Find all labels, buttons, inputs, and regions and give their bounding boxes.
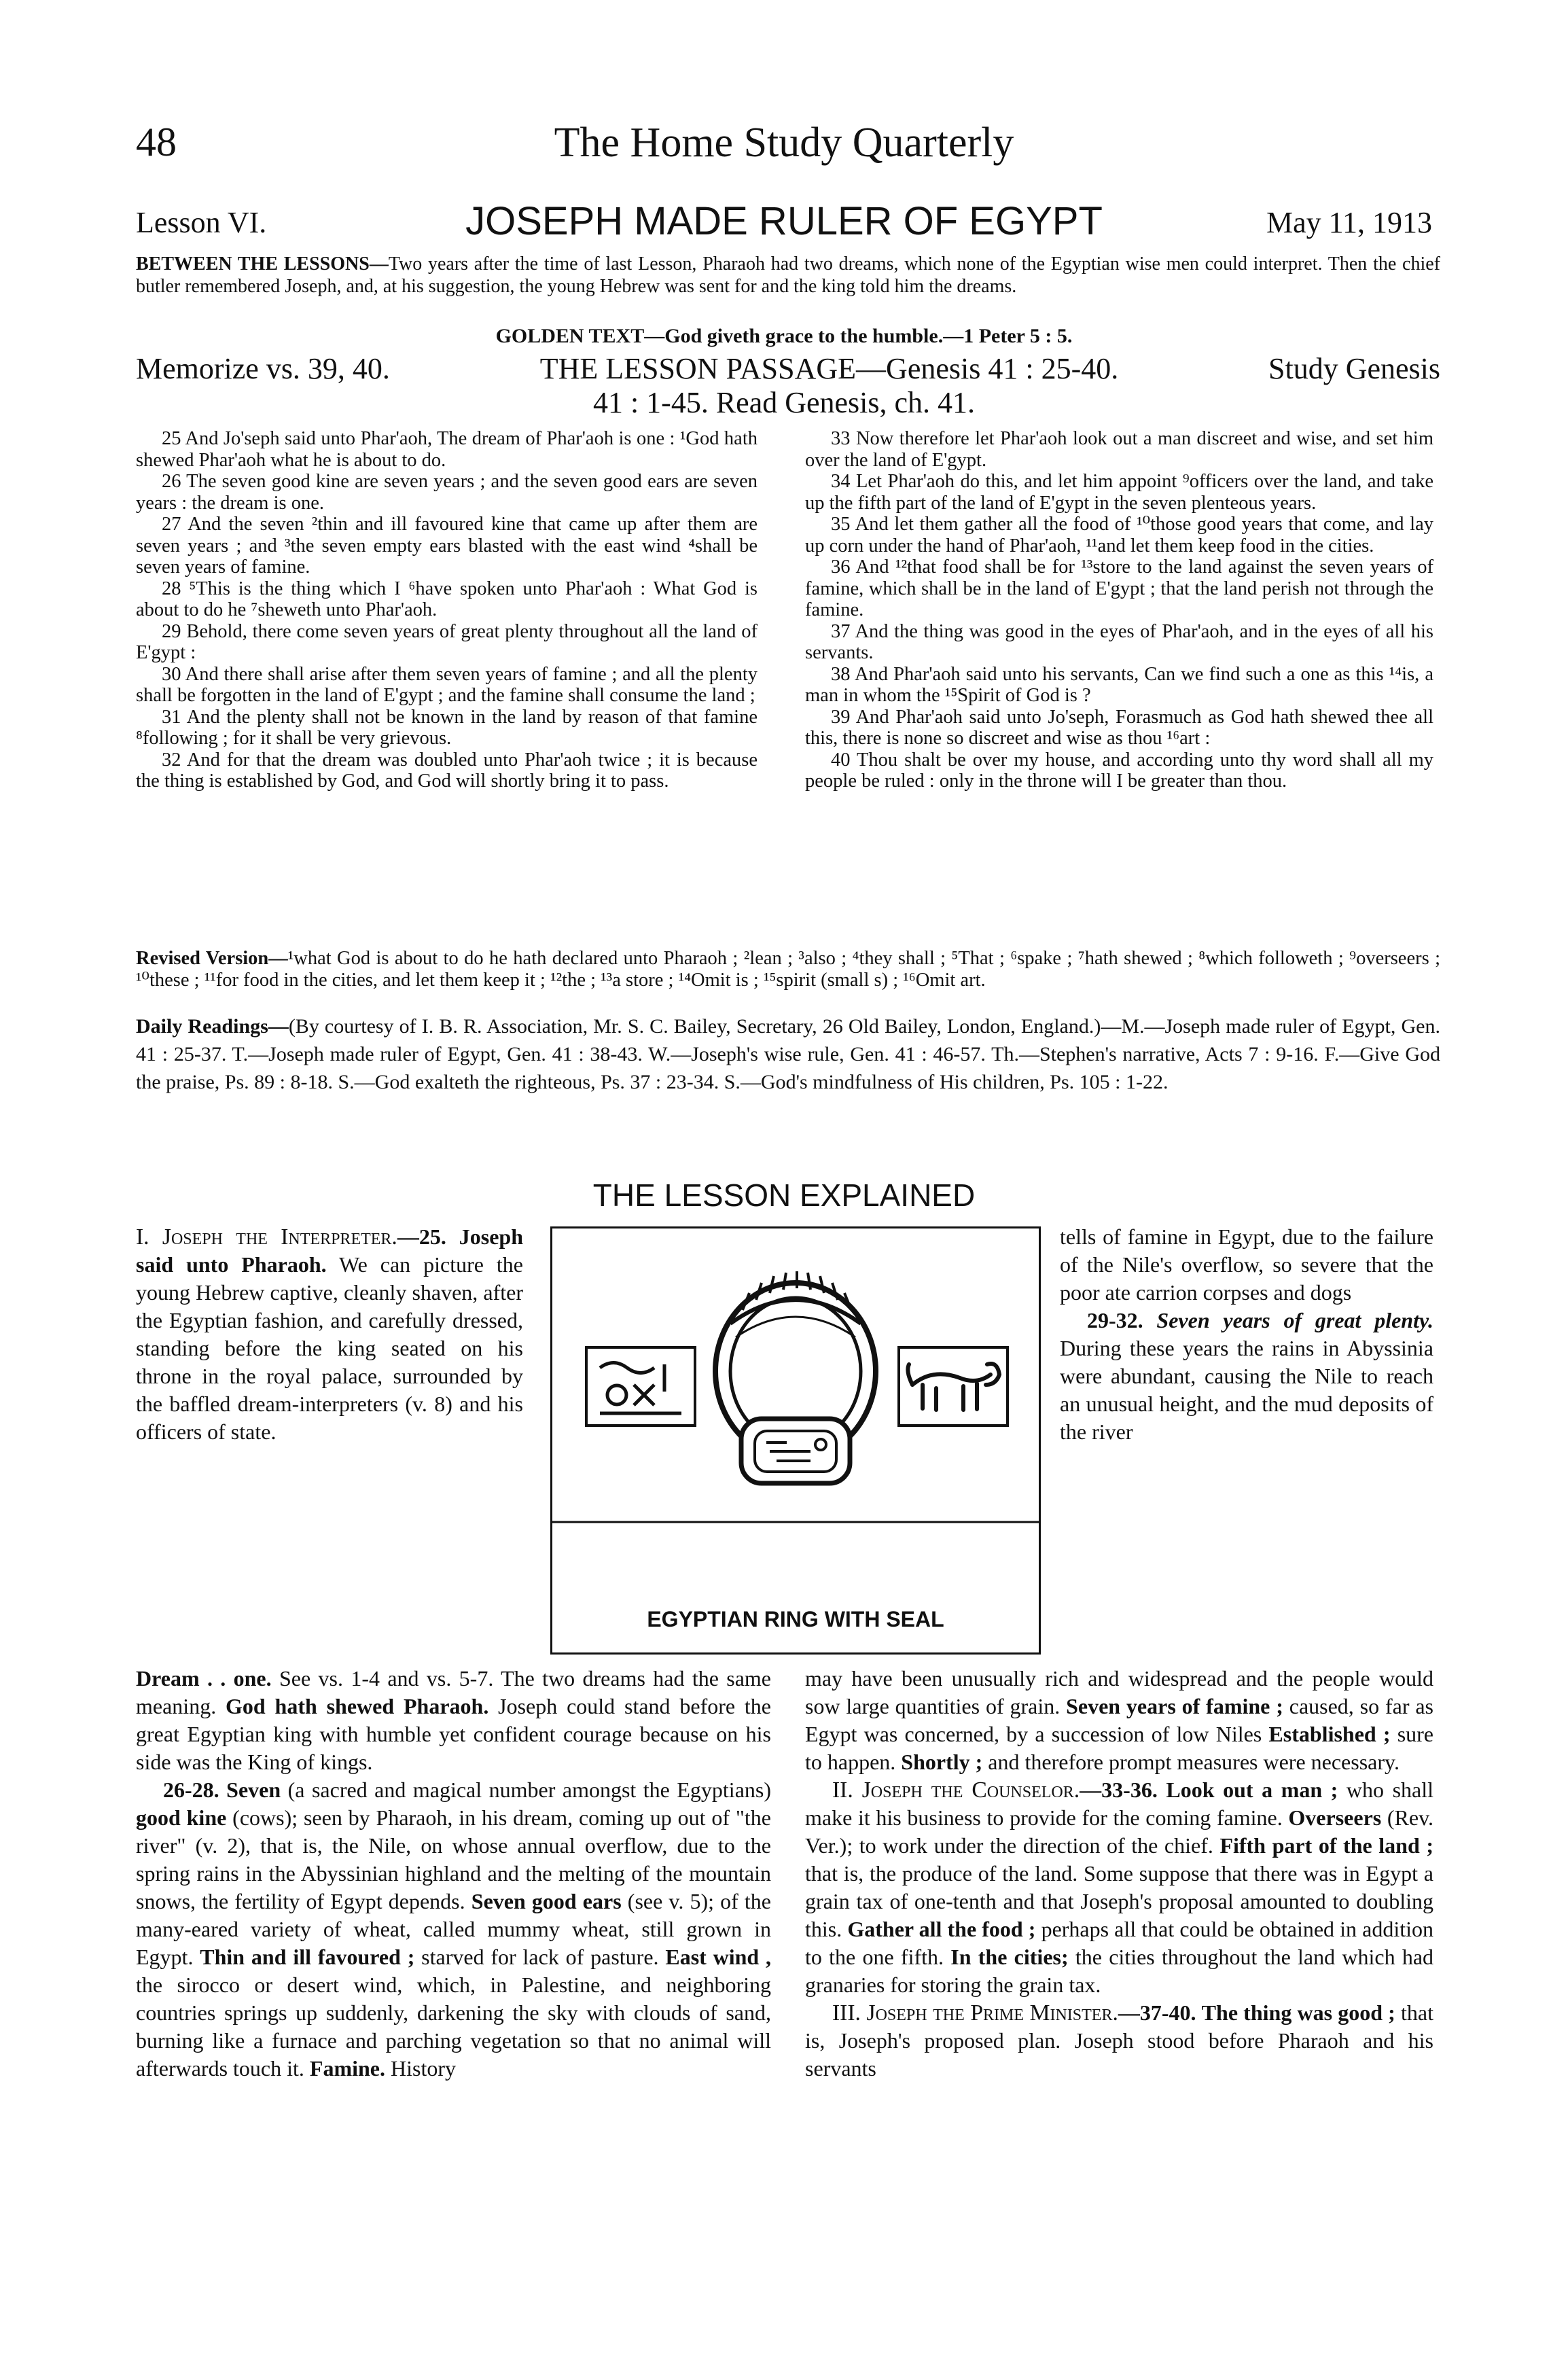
section-2628-bold-4: Thin and ill favoured ; [200,1945,415,1969]
right-bottom-bold-1: Seven years of famine ; [1066,1694,1283,1718]
verses-right-column [805,428,1433,792]
verse-39: 39 And Phar'aoh said unto Jo'seph, Forasmuch as God hath shewed thee all this, there is none so discreet and wise as thou ¹⁶art : [805,706,1433,749]
commentary-left-column [136,1665,771,2083]
lesson-explained-heading: THE LESSON EXPLAINED [592,1178,976,1213]
verse-37: 37 And the thing was good in the eyes of Phar'aoh, and in the eyes of all his servants. [805,620,1433,663]
revised-label: Revised Version— [136,948,288,969]
right-top-bold-1: Seven years of great plenty. [1156,1308,1433,1332]
revised-text: ¹what God is about to do he hath declared unto Pharaoh ; ²lean ; ³also ; ⁴they shall ; ⁵That ; ⁶spake ; ⁷hath shewed ; ⁸which followeth ; ⁹overseers ; ¹⁰these ; ¹¹for food in the cities, and let them keep it ; ¹²the ; ¹³a store ; ¹⁴Omit is ; ¹⁵spirit (small s) ; ¹⁶Omit art. [136,948,1440,991]
golden-text: GOLDEN TEXT—God giveth grace to the humble.—1 Peter 5 : 5. [495,325,1073,347]
section-2628-text-4: starved for lack of pasture. [414,1945,666,1969]
figure-box [550,1226,1041,1655]
verse-36: 36 And ¹²that food shall be for ¹³store to the land against the seven years of famine, which shall be in the land of E'gypt ; that the land perish not through the famine. [805,556,1433,620]
section-2-bold-4: Gather all the food ; [847,1917,1036,1941]
section-2628-text-2: (cows); seen by Pharaoh, in his dream, coming up out of "the river" (v. 2), that is, the Nile, on whose annual overflow, due to the spring rains in the Abyssinian highland and the melting of the mountain snows, the fertility of Egypt depends. [136,1805,772,1913]
section-1-text-1: We can picture the young Hebrew captive, cleanly shaven, after the Egyptian fashion, and carefully dressed, standing before the king seated on his throne in the royal palace, surrounded by the baffled dream-interpreters (v. 8) and his officers of state. [136,1252,524,1444]
read-reference: 41 : 1-45. Read Genesis, ch. 41. [592,386,976,419]
daily-label: Daily Readings— [136,1015,289,1038]
revised-version-notes [136,948,1440,991]
lesson-date: May 11, 1913 [1266,206,1432,239]
section-2-text-5: the cities throughout the land which had granaries for storing the grain tax. [805,1945,1434,1997]
right-bottom-text-3: sure to happen. [805,1722,1434,1774]
section-1-heading: I. Joseph the Interpreter. [136,1224,397,1250]
lesson-passage: THE LESSON PASSAGE—Genesis 41 : 25-40. [539,352,1119,385]
verse-30: 30 And there shall arise after them seven years of famine ; and all the plenty shall be forgotten in the land of E'gypt ; and the famine shall consume the land ; [136,663,758,706]
verse-33: 33 Now therefore let Phar'aoh look out a man discreet and wise, and set him over the land of E'gypt. [805,428,1433,471]
right-bottom-bold-3: Shortly ; [901,1750,983,1774]
figure-caption: EGYPTIAN RING WITH SEAL [647,1607,944,1631]
verse-31: 31 And the plenty shall not be known in the land by reason of that famine ⁸following ; for it shall be very grievous. [136,706,758,749]
verse-35: 35 And let them gather all the food of ¹⁰those good years that come, and lay up corn under the hand of Phar'aoh, ¹¹and let them keep food in the cities. [805,514,1433,556]
lesson-number: Lesson VI. [136,206,267,239]
right-top-text-2: During these years the rains in Abyssinia were abundant, causing the Nile to reach an unusual height, and the mud deposits of the river [1060,1336,1433,1444]
section-2-text-2: (Rev. Ver.); to work under the direction of the chief. [805,1805,1434,1858]
verses-left-column [136,428,758,792]
verse-27: 27 And the seven ²thin and ill favoured kine that came up after them are seven years ; and ³the seven empty ears blasted with the east wind ⁴shall be seven years of famine. [136,514,758,578]
verse-38: 38 And Phar'aoh said unto his servants, Can we find such a one as this ¹⁴is, a man in whom the ¹⁵Spirit of God is ? [805,663,1433,706]
section-2628-bold-1: Seven [226,1778,281,1802]
section-3-text-1: that is, Joseph's proposed plan. Joseph stood before Pharaoh and his servants [805,2000,1433,2081]
section-1-text-2: See vs. 1-4 and vs. 5-7. The two dreams had the same meaning. [136,1666,771,1718]
right-bottom-bold-2: Established ; [1268,1722,1391,1746]
section-2628-text-3: (see v. 5); of the many-eared variety of wheat, called mummy wheat, still grown in Egypt. [136,1889,772,1969]
verse-29: 29 Behold, there come seven years of great plenty throughout all the land of E'gypt : [136,620,758,663]
section-1-bold-3: God hath shewed Pharaoh. [226,1694,489,1718]
between-the-lessons [136,253,1440,298]
section-2-text-4: perhaps all that could be obtained in addition to the one fifth. [805,1917,1434,1969]
commentary-right-top [1060,1223,1433,1446]
section-2-bold-2: Overseers [1288,1805,1382,1830]
section-2-text-3: that is, the produce of the land. Some suppose that there was in Egypt a grain tax of one-tenth and that Joseph's proposal amounted to doubling this. [805,1861,1433,1941]
section-2-bold-3: Fifth part of the land ; [1219,1833,1433,1858]
lesson-title: JOSEPH MADE RULER OF EGYPT [465,199,1103,243]
verse-28: 28 ⁵This is the thing which I ⁶have spoken unto Phar'aoh : What God is about to do he ⁷sheweth unto Phar'aoh. [136,578,758,620]
verse-32: 32 And for that the dream was doubled unto Phar'aoh twice ; it is because the thing is established by God, and God will shortly bring it to pass. [136,749,758,792]
section-2628-bold-6: Famine. [309,2056,385,2081]
section-2-ref: —33-36. [1080,1778,1158,1802]
section-2628-text-6: History [385,2056,456,2081]
section-2628-ref: 26-28. [163,1778,219,1802]
between-text: Two years after the time of last Lesson, Pharaoh had two dreams, which none of the Egyptian wise men could interpret. Then the chief butler remembered Joseph, and, at his suggestion, the young Hebrew was sent for and the king told him the dreams. [136,253,1440,297]
between-label: BETWEEN THE LESSONS— [136,253,389,275]
section-2628-bold-5: East wind , [665,1945,772,1969]
section-1-ref: —25. [397,1224,446,1249]
section-3-ref: —37-40. [1118,2000,1196,2025]
egyptian-ring-illustration [552,1228,1039,1652]
commentary-right-column [805,1665,1433,2083]
section-1-bold-1: Joseph said unto Pharaoh. [136,1224,523,1277]
right-bottom-text-2: caused, so far as Egypt was concerned, by a succession of low Niles [805,1694,1433,1746]
section-2628-text-5: the sirocco or desert wind, which, in Palestine, and neighboring countries springs up suddenly, darkening the sky with clouds of sand, burning like a furnace and parching vegetation so that no animal will afterwards touch it. [136,1973,771,2081]
right-bottom-text-1: may have been unusually rich and widespread and the people would sow large quantities of grain. [805,1666,1433,1718]
memorize-verses: Memorize vs. 39, 40. [136,352,390,385]
verse-26: 26 The seven good kine are seven years ; and the seven good ears are seven years : the dream is one. [136,471,758,514]
section-2-heading: II. Joseph the Counselor. [832,1778,1080,1803]
verse-40: 40 Thou shalt be over my house, and according unto thy word shall all my people be ruled : only in the throne will I be greater than thou. [805,749,1433,792]
section-2628-bold-2: good kine [136,1805,227,1830]
right-top-ref: 29-32. [1087,1308,1143,1332]
section-2-bold-5: In the cities; [950,1945,1069,1969]
section-2628-bold-3: Seven good ears [471,1889,622,1913]
section-3-bold-1: The thing was good ; [1201,2000,1395,2025]
study-reference: Study Genesis [1268,352,1440,385]
section-2-text-1: who shall make it his business to provide for the coming famine. [805,1778,1434,1830]
page-number: 48 [136,120,177,164]
verse-25: 25 And Jo'seph said unto Phar'aoh, The dream of Phar'aoh is one : ¹God hath shewed Phar'aoh what he is about to do. [136,428,758,471]
right-top-text-1: tells of famine in Egypt, due to the failure of the Nile's overflow, so severe that the poor ate carrion corpses and dogs [1060,1224,1433,1305]
section-1-bold-2: Dream . . one. [136,1666,272,1691]
section-3-heading: III. Joseph the Prime Minister. [832,2000,1118,2026]
daily-text: (By courtesy of I. B. R. Association, Mr. S. C. Bailey, Secretary, 26 Old Bailey, London, England.)—M.—Joseph made ruler of Egypt, Gen. 41 : 25-37. T.—Joseph made ruler of Egypt, Gen. 41 : 38-43. W.—Joseph's wise rule, Gen. 41 : 46-57. Th.—Stephen's narrative, Acts 7 : 9-16. F.—Give God the praise, Ps. 89 : 8-18. S.—God exalteth the righteous, Ps. 37 : 23-34. S.—God's mindfulness of His children, Ps. 105 : 1-22. [136,1015,1440,1093]
right-bottom-text-4: and therefore prompt measures were necessary. [982,1750,1400,1774]
memorize-row [136,351,1440,387]
section-2-bold-1: Look out a man ; [1166,1778,1338,1802]
section-1-text-3: Joseph could stand before the great Egyptian king with humble yet confident courage because on his side was the King of kings. [136,1694,772,1774]
section-joseph-the-interpreter [136,1223,523,1446]
section-2628-text-1: (a sacred and magical number amongst the Egyptians) [281,1778,771,1802]
daily-readings [136,1012,1440,1096]
running-header-title: The Home Study Quarterly [554,120,1014,166]
verse-34: 34 Let Phar'aoh do this, and let him appoint ⁹officers over the land, and take up the fifth part of the land of E'gypt in the seven plenteous years. [805,471,1433,514]
